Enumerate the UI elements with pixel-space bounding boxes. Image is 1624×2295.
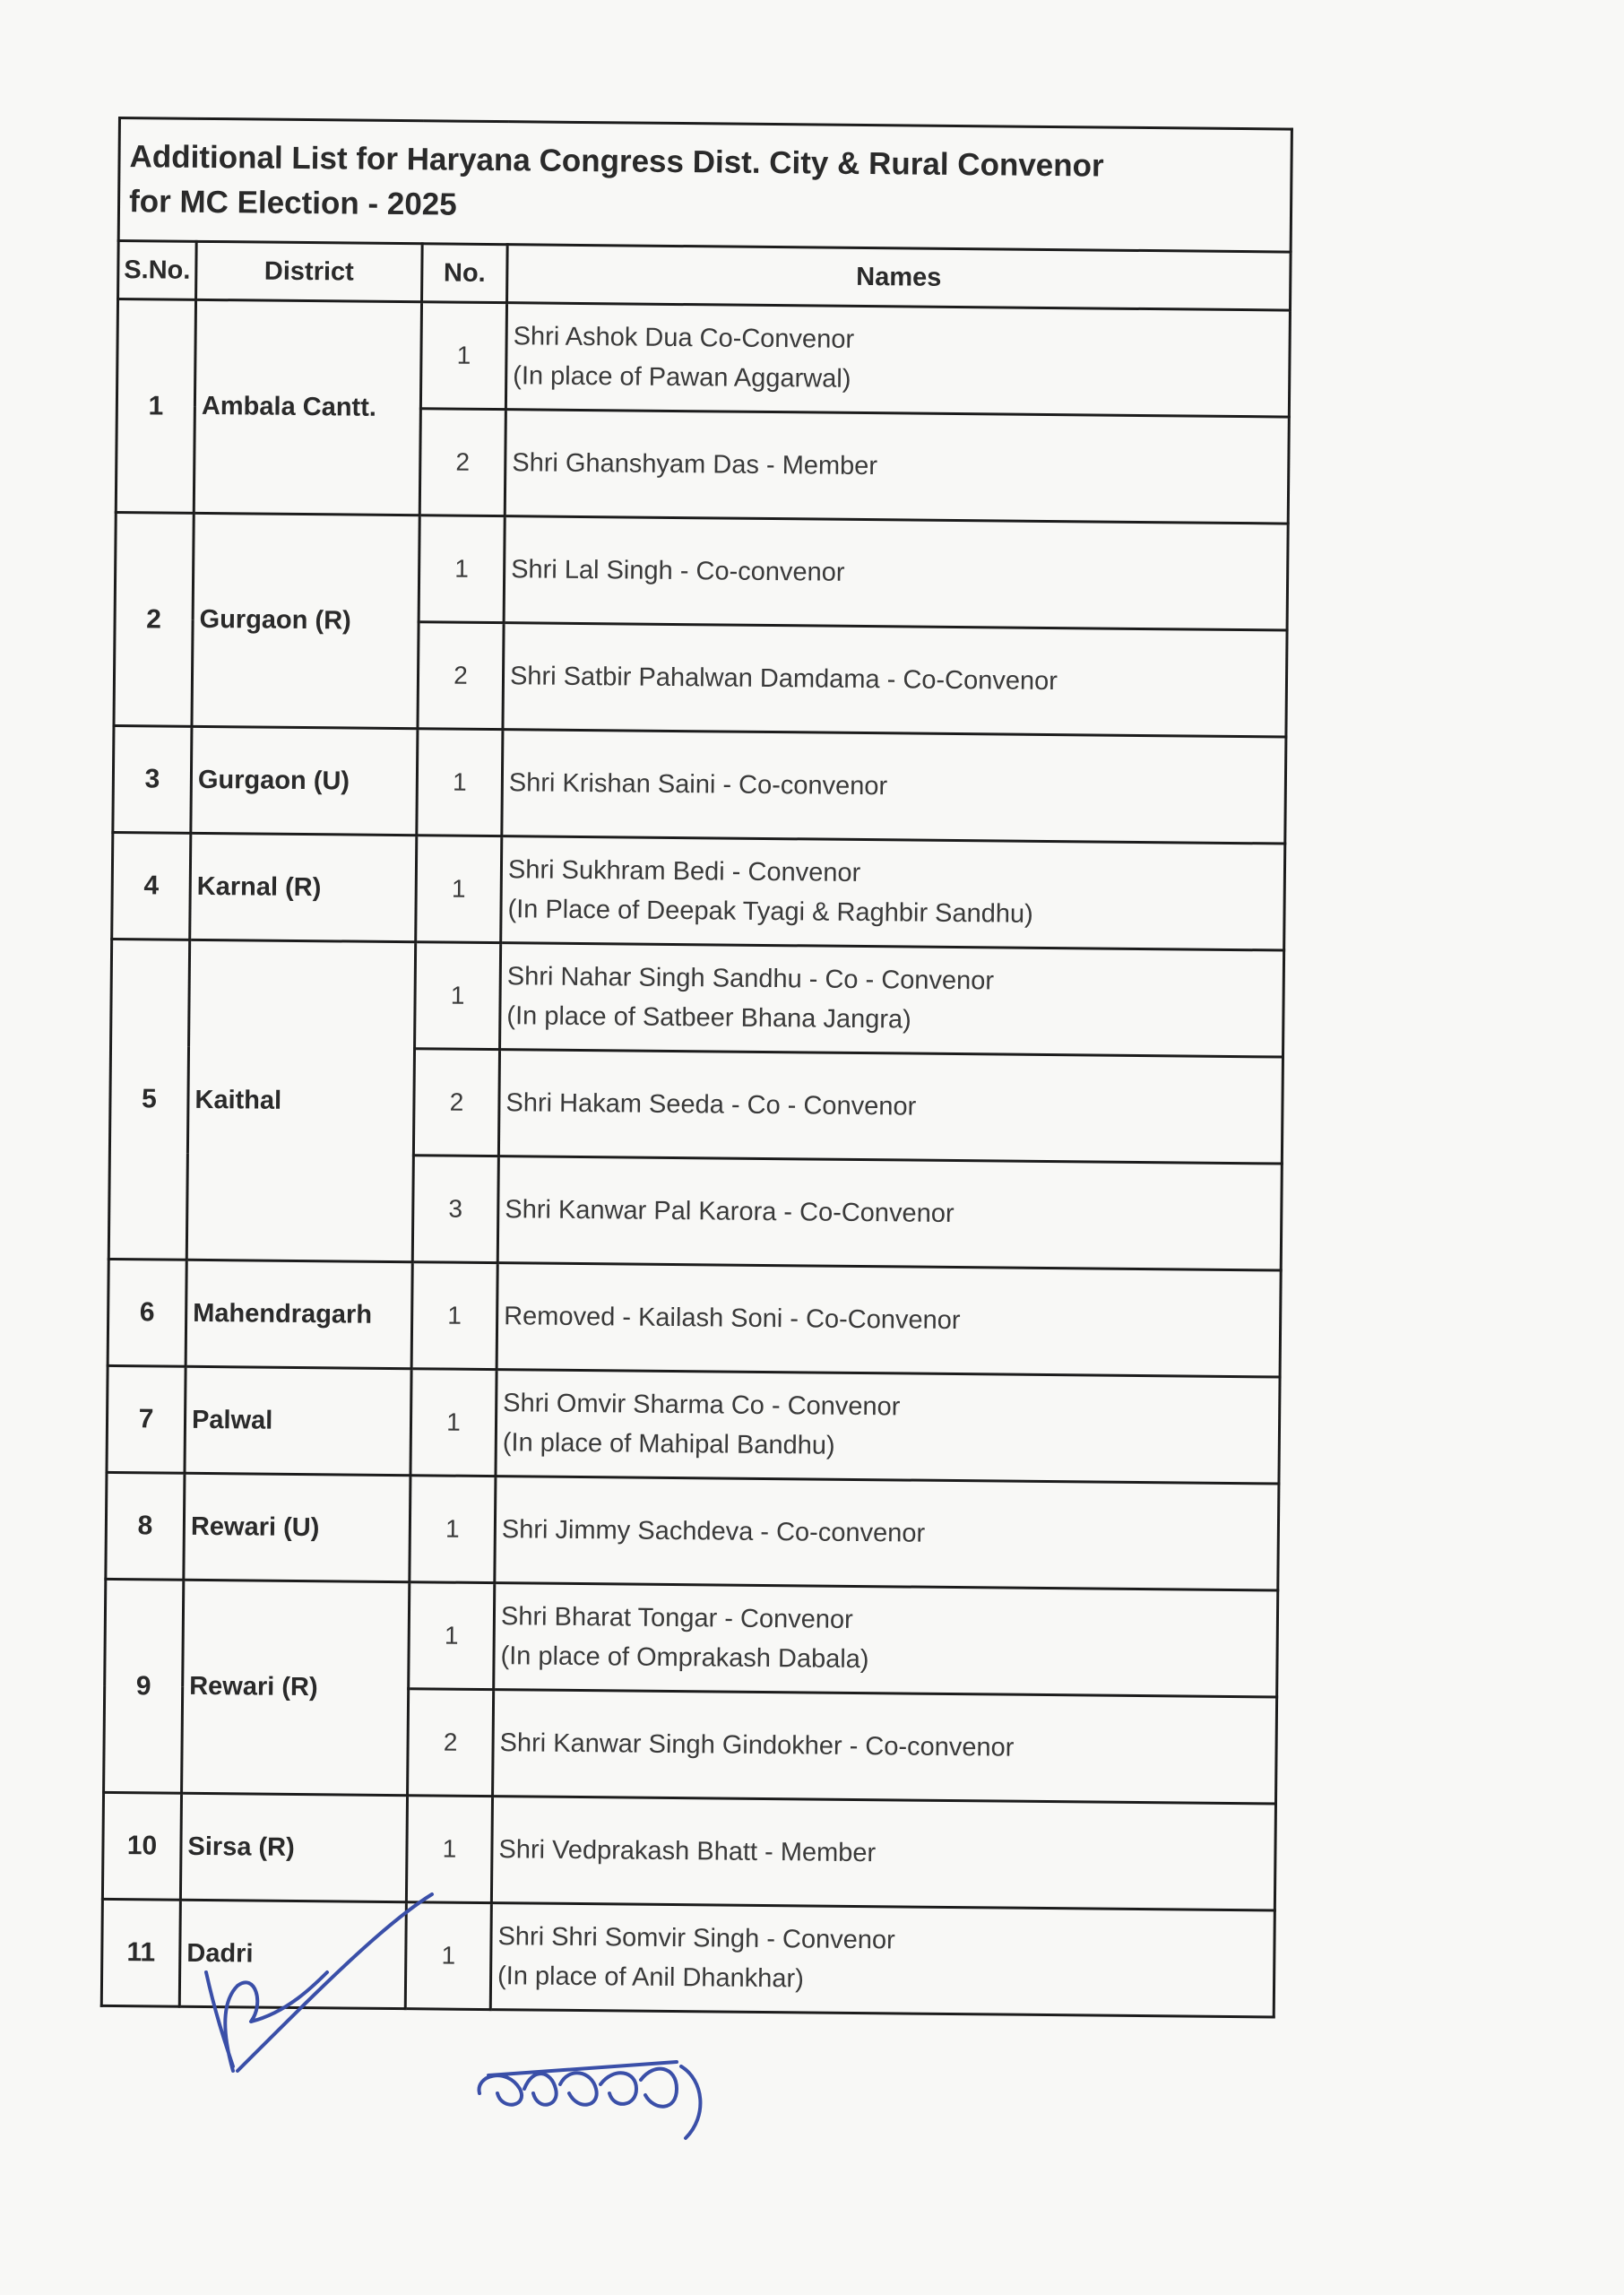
table-row (106, 1472, 1279, 1590)
entry-number: 1 (419, 515, 505, 623)
signature-scrawl (170, 1887, 439, 2093)
serial-number: 11 (101, 1899, 180, 2006)
serial-number: 7 (107, 1365, 186, 1473)
table-row (108, 1259, 1281, 1377)
name-line: Shri Nahar Singh Sandhu - Co - Convenor (506, 962, 995, 996)
name-line: Shri Kanwar Singh Gindokher - Co-convenor (499, 1728, 1015, 1762)
name-line: Shri Hakam Seeda - Co - Convenor (505, 1088, 917, 1122)
district-name: Ambala Cantt. (194, 299, 421, 515)
table-row (113, 725, 1286, 844)
name-line: (In Place of Deepak Tyagi & Raghbir Sandhu) (507, 895, 1033, 929)
table-row (105, 1579, 1278, 1697)
name-line: Shri Shri Somvir Singh - Convenor (497, 1922, 895, 1955)
table-row (115, 512, 1288, 630)
serial-number: 8 (106, 1472, 185, 1580)
serial-number: 1 (116, 299, 195, 514)
names-cell (502, 730, 1286, 844)
names-cell (505, 410, 1289, 524)
convenor-list-table (100, 117, 1293, 2018)
entry-number: 1 (420, 302, 506, 410)
table-row (117, 299, 1290, 418)
entry-number: 2 (408, 1689, 494, 1797)
serial-number: 6 (108, 1259, 186, 1366)
name-line: (In place of Pawan Aggarwal) (513, 361, 851, 394)
name-line: (In place of Omprakash Dabala) (500, 1641, 869, 1675)
header-district: District (196, 241, 423, 301)
names-cell (493, 1690, 1277, 1804)
district-name: Sirsa (R) (180, 1793, 407, 1901)
header-sno: S.No. (118, 241, 197, 300)
district-name: Rewari (U) (184, 1473, 410, 1581)
district-name: Gurgaon (R) (192, 513, 419, 728)
entry-number: 2 (413, 1049, 499, 1156)
names-cell (496, 1370, 1280, 1484)
entry-number: 1 (416, 836, 502, 943)
entry-number: 3 (412, 1156, 498, 1263)
serial-number: 10 (102, 1792, 181, 1900)
header-names: Names (507, 245, 1291, 310)
names-cell (503, 623, 1287, 737)
names-cell (495, 1477, 1279, 1590)
name-line: (In place of Mahipal Bandhu) (502, 1428, 835, 1460)
entry-number: 1 (415, 942, 501, 1050)
name-line: Shri Lal Singh - Co-convenor (511, 555, 845, 587)
entry-number: 1 (409, 1582, 495, 1690)
table-row (112, 832, 1285, 950)
names-cell (501, 836, 1285, 950)
table-row (111, 939, 1284, 1057)
header-no: No. (422, 244, 508, 303)
name-line: Shri Omvir Sharma Co - Convenor (503, 1389, 901, 1422)
name-line: Shri Sukhram Bedi - Convenor (507, 855, 861, 888)
name-line: Removed - Kailash Soni - Co-Convenor (504, 1302, 961, 1336)
district-name: Mahendragarh (186, 1260, 412, 1368)
entry-number: 1 (410, 1476, 496, 1583)
serial-number: 2 (114, 512, 194, 726)
table-row (107, 1365, 1280, 1484)
title-line-1: Additional List for Haryana Congress Dist. City & Rural Convenor (129, 139, 1104, 184)
signature-hindi (471, 2040, 730, 2147)
entry-number: 1 (411, 1262, 497, 1370)
entry-number: 1 (417, 729, 503, 836)
names-cell (498, 1050, 1283, 1164)
entry-number: 2 (419, 409, 505, 516)
district-name: Dadri (179, 1900, 406, 2008)
name-line: Shri Kanwar Pal Karora - Co-Convenor (505, 1195, 955, 1229)
name-line: Shri Vedprakash Bhatt - Member (498, 1835, 877, 1868)
names-cell (491, 1797, 1275, 1910)
name-line: (In place of Satbeer Bhana Jangra) (506, 1001, 911, 1035)
name-line: Shri Krishan Saini - Co-convenor (508, 768, 888, 801)
name-line: Shri Ghanshyam Das - Member (512, 448, 878, 481)
district-name: Palwal (185, 1366, 411, 1475)
entry-number: 1 (410, 1369, 497, 1477)
name-line: Shri Jimmy Sachdeva - Co-convenor (501, 1515, 926, 1548)
name-line: (In place of Anil Dhankhar) (497, 1962, 804, 1994)
names-cell (494, 1583, 1278, 1697)
name-line: Shri Ashok Dua Co-Convenor (513, 322, 855, 354)
serial-number: 5 (108, 939, 189, 1260)
name-line: Shri Bharat Tongar - Convenor (500, 1602, 853, 1634)
names-cell (505, 303, 1290, 417)
names-cell (500, 943, 1284, 1057)
names-cell (490, 1903, 1274, 2017)
document-title (118, 118, 1291, 253)
entry-number: 2 (418, 622, 504, 730)
district-name: Rewari (R) (182, 1580, 410, 1795)
serial-number: 4 (112, 832, 191, 940)
district-name: Kaithal (186, 940, 415, 1261)
serial-number: 3 (113, 725, 192, 833)
title-line-2: for MC Election - 2025 (128, 184, 457, 222)
district-name: Gurgaon (U) (191, 726, 418, 835)
name-line: Shri Satbir Pahalwan Damdama - Co-Convenor (509, 662, 1058, 697)
names-cell (497, 1156, 1282, 1270)
district-name: Karnal (R) (190, 833, 417, 941)
serial-number: 9 (104, 1579, 184, 1793)
names-cell (504, 516, 1288, 630)
names-cell (497, 1263, 1281, 1377)
entry-number: 1 (406, 1796, 492, 1903)
entry-number: 1 (405, 1902, 491, 2010)
